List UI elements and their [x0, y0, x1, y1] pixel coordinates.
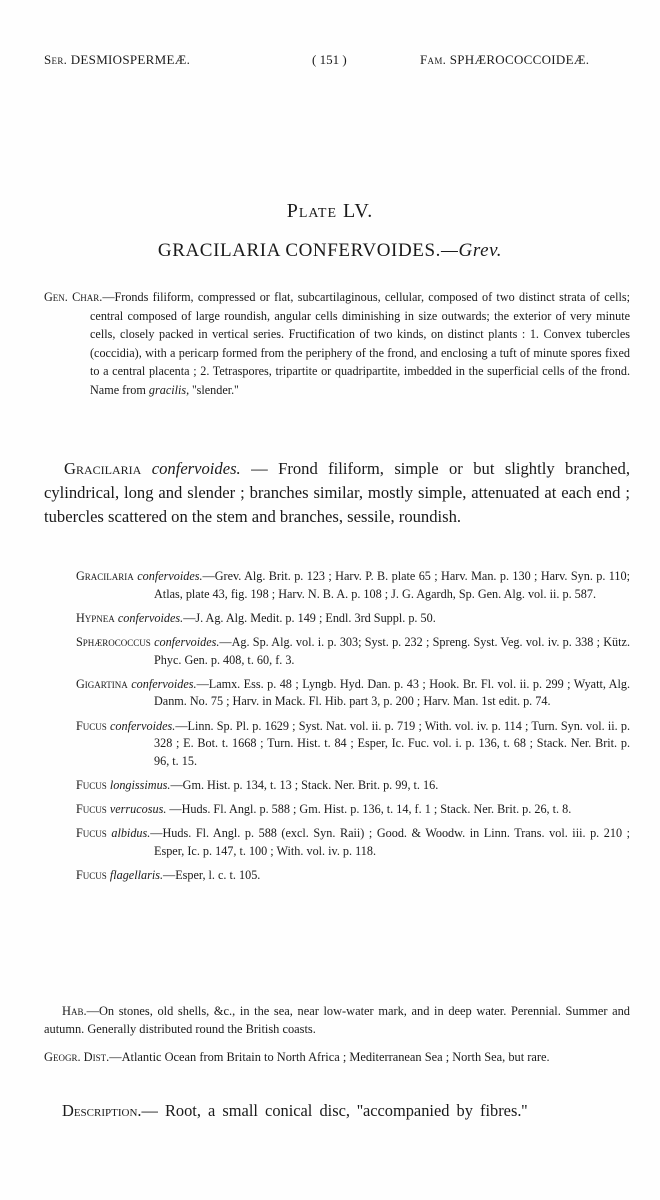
diagnosis-genus: Gracilaria — [64, 459, 142, 478]
gen-char-etymology: gracilis, — [148, 382, 190, 397]
geogr-text: —Atlantic Ocean from Britain to North Africa ; Mediterranean Sea ; North Sea, but rare. — [109, 1050, 550, 1064]
gen-char-meaning: ''slender.'' — [189, 382, 239, 397]
geographic-distribution — [44, 1048, 630, 1066]
synonym-refs: —Lamx. Ess. p. 48 ; Lyngb. Hyd. Dan. p. 43 ; Hook. Br. Fl. vol. ii. p. 299 ; Wyatt, Alg. Danm. No. 75 ; Harv. in Mack. Fl. Hib. part 3, p. 200 ; Harv. Man. 1st edit. p. 74. — [154, 676, 631, 709]
synonymy-list — [76, 568, 630, 891]
synonym-genus: Gracilaria — [76, 569, 134, 583]
geogr-label: Geogr. Dist. — [44, 1050, 110, 1064]
synonym-species: confervoides. — [117, 610, 184, 625]
synonym-entry — [76, 634, 630, 669]
plate-title: Plate LV. — [286, 200, 374, 222]
synonym-entry — [76, 867, 630, 885]
synonym-species: confervoides. — [154, 634, 220, 649]
synonym-refs: —Linn. Sp. Pl. p. 1629 ; Syst. Nat. vol. ii. p. 719 ; With. vol. iv. p. 114 ; Turn. Syn. vol. ii. p. 328 ; E. Bot. t. 1668 ; Turn. Hist. t. 84 ; Esper, Ic. Fuc. vol. i. p. 136, t. 68 ; Stack. Ner. Brit. p. 96, t. 15. — [154, 718, 631, 768]
synonym-genus: Sphærococcus — [76, 634, 151, 649]
synonym-species: longissimus. — [109, 777, 171, 792]
synonym-refs: —J. Ag. Alg. Medit. p. 149 ; Endl. 3rd Suppl. p. 50. — [183, 610, 436, 625]
synonym-entry — [76, 676, 630, 711]
synonym-refs: —Ag. Sp. Alg. vol. i. p. 303; Syst. p. 232 ; Spreng. Syst. Veg. vol. iv. p. 338 ; Kütz. Phyc. Gen. p. 408, t. 60, f. 3. — [154, 634, 630, 667]
header-series: Ser. DESMIOSPERMEÆ. — [44, 52, 191, 67]
synonym-genus: Hypnea — [76, 610, 115, 625]
synonym-entry — [76, 718, 630, 771]
synonym-genus: Fucus — [76, 718, 107, 733]
synonym-genus: Fucus — [76, 826, 107, 841]
gen-char-text: —Fronds filiform, compressed or flat, subcartilaginous, cellular, composed of two distinct strata of cells; central composed of large roundish, angular cells diminishing in size outwards; the exterior of very minute cells, closely packed in vertical series. Fructification of two kinds, on distinct plants : 1. Convex tubercles (coccidia), with a pericarp formed from the periphery of the frond, and enclosing a tuft of minute spores fixed to a central placenta ; 2. Tetraspores, tripartite or quadripartite, imbedded in the superficial cells of the frond. Name from — [90, 290, 630, 397]
diagnosis-text: — Frond filiform, simple or but slightly branched, cylindrical, long and slender ; branches similar, mostly simple, attenuated at each end ; tubercles scattered on the stem and branches, sessile, roundish. — [44, 459, 630, 527]
synonym-refs: —Grev. Alg. Brit. p. 123 ; Harv. P. B. plate 65 ; Harv. Man. p. 130 ; Harv. Syn. p. 110; Atlas, plate 43, fig. 198 ; Harv. N. B. A. p. 108 ; J. G. Agardh, Sp. Gen. Alg. vol. ii. p. 587. — [154, 569, 631, 601]
synonym-genus: Fucus — [76, 868, 107, 883]
description-paragraph — [62, 1100, 630, 1122]
habitat-paragraph — [44, 1002, 630, 1039]
species-title — [0, 240, 660, 262]
synonym-species: albidus. — [111, 826, 151, 841]
header-family: Fam. SPHÆROCOCCOIDEÆ. — [420, 52, 590, 67]
generic-characters — [44, 288, 630, 400]
species-name: GRACILARIA CONFERVOIDES. — [157, 240, 441, 261]
diagnosis-species: confervoides. — [151, 459, 241, 478]
species-diagnosis — [44, 457, 630, 530]
habitat-label: Hab. — [62, 1004, 87, 1018]
species-author: —Grev. — [441, 240, 503, 261]
synonym-species: confervoides. — [131, 676, 197, 691]
synonym-species: flagellaris. — [109, 868, 163, 883]
habitat-text: —On stones, old shells, &c., in the sea, near low-water mark, and in deep water. Perennial. Summer and autumn. Generally distributed round the British coasts. — [44, 1004, 630, 1037]
synonym-species: verrucosus. — [109, 802, 167, 817]
synonym-entry — [76, 610, 630, 628]
gen-char-label: Gen. Char. — [44, 290, 103, 304]
synonym-species: confervoides. — [137, 569, 203, 583]
synonym-entry — [76, 825, 630, 860]
synonym-genus: Fucus — [76, 802, 107, 817]
synonym-entry — [76, 568, 630, 603]
page-number: ( 151 ) — [312, 52, 347, 67]
description-text: — Root, a small conical disc, ''accompanied by fibres.'' — [141, 1101, 528, 1120]
synonym-refs: —Gm. Hist. p. 134, t. 13 ; Stack. Ner. Brit. p. 99, t. 16. — [170, 777, 439, 792]
synonym-entry — [76, 801, 630, 819]
synonym-refs: —Huds. Fl. Angl. p. 588 ; Gm. Hist. p. 136, t. 14, f. 1 ; Stack. Ner. Brit. p. 26, t. 8. — [166, 802, 572, 817]
synonym-species: confervoides. — [110, 718, 176, 733]
running-header — [0, 52, 660, 76]
synonym-refs: —Esper, l. c. t. 105. — [163, 868, 261, 883]
synonym-entry — [76, 777, 630, 795]
generic-characters-body — [44, 288, 630, 400]
synonym-genus: Gigartina — [76, 676, 128, 691]
synonym-genus: Fucus — [76, 777, 107, 792]
synonym-refs: —Huds. Fl. Angl. p. 588 (excl. Syn. Raii) ; Good. & Woodw. in Linn. Trans. vol. iii. p. 210 ; Esper, Ic. p. 147, t. 100 ; With. vol. iv. p. 118. — [150, 826, 630, 858]
description-label: Description. — [62, 1101, 142, 1120]
